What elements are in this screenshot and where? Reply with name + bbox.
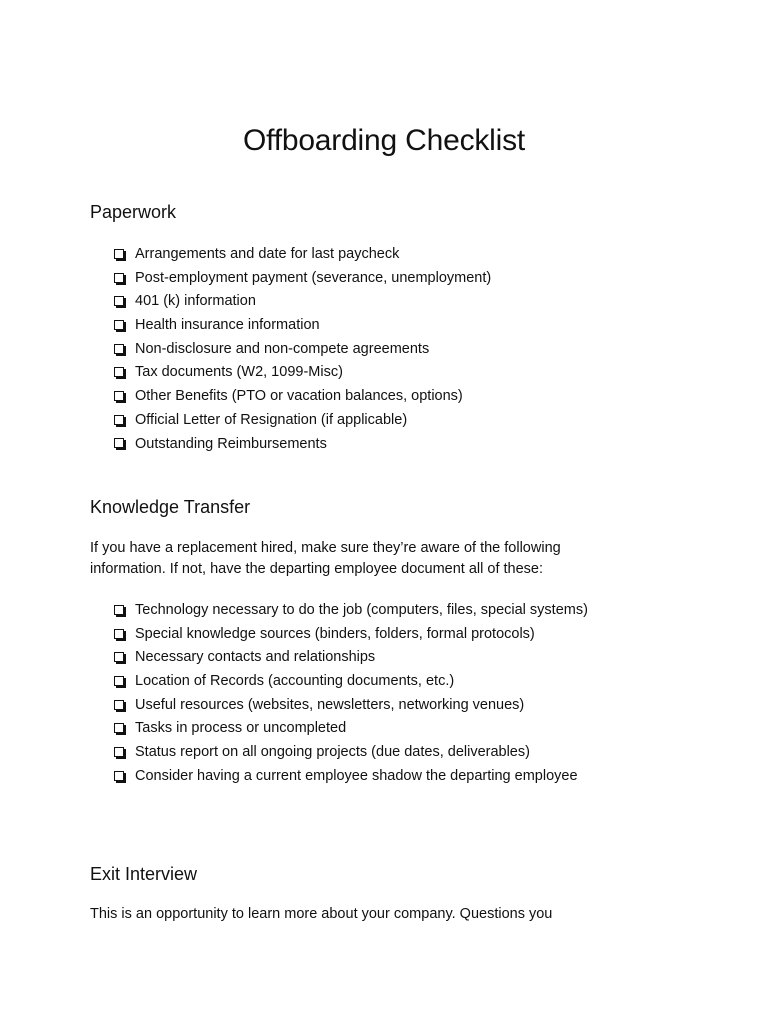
knowledge-transfer-item [112,717,588,741]
paperwork-item-label: Outstanding Reimbursements [135,435,327,452]
checkbox-icon[interactable] [114,605,124,615]
checkbox-icon[interactable] [114,747,124,757]
section-heading-exit-interview: Exit Interview [90,864,198,884]
paperwork-item-label: Official Letter of Resignation (if applicable) [135,411,408,428]
knowledge-transfer-item [112,623,588,647]
checkbox-icon[interactable] [114,438,124,448]
knowledge-transfer-item [112,599,588,623]
paperwork-item-label: Post-employment payment (severance, unemployment) [135,269,492,286]
checkbox-icon[interactable] [114,676,124,686]
paperwork-item-label: Health insurance information [135,317,320,334]
checkbox-icon[interactable] [114,344,124,354]
checkbox-icon[interactable] [114,415,124,425]
paperwork-checklist [112,243,491,456]
paperwork-item [112,267,491,291]
section-heading-paperwork: Paperwork [90,202,177,222]
knowledge-transfer-item [112,741,588,765]
knowledge-transfer-item-label: Necessary contacts and relationships [135,649,376,666]
page-title: Offboarding Checklist [242,124,526,157]
paperwork-item-label: Other Benefits (PTO or vacation balances, options) [135,388,463,405]
knowledge-transfer-item [112,670,588,694]
checkbox-icon[interactable] [114,249,124,259]
paperwork-item [112,409,491,433]
checkbox-icon[interactable] [114,273,124,283]
paperwork-item-label: Tax documents (W2, 1099-Misc) [135,364,343,381]
knowledge-transfer-item [112,694,588,718]
checkbox-icon[interactable] [114,296,124,306]
paperwork-item [112,433,491,457]
knowledge-transfer-item [112,646,588,670]
exit-interview-intro: This is an opportunity to learn more about your company. Questions you [90,906,553,922]
paperwork-item [112,338,491,362]
checkbox-icon[interactable] [114,367,124,377]
checkbox-icon[interactable] [114,771,124,781]
paperwork-item-label: Arrangements and date for last paycheck [135,246,400,262]
paperwork-item [112,243,491,267]
knowledge-transfer-item-label: Special knowledge sources (binders, folders, formal protocols) [135,625,535,642]
knowledge-transfer-item-label: Status report on all ongoing projects (due dates, deliverables) [135,744,530,761]
knowledge-transfer-item-label: Consider having a current employee shadow the departing employee [135,767,578,784]
knowledge-transfer-item-label: Technology necessary to do the job (computers, files, special systems) [135,602,588,618]
paperwork-item [112,290,491,314]
knowledge-transfer-item-label: Location of Records (accounting documents, etc.) [135,673,455,690]
knowledge-transfer-item-label: Tasks in process or uncompleted [135,720,347,737]
checkbox-icon[interactable] [114,391,124,401]
paperwork-item [112,385,491,409]
knowledge-transfer-intro: If you have a replacement hired, make sure they’re aware of the following information. If not, have the departing employee document all of these: [90,540,561,577]
checkbox-icon[interactable] [114,723,124,733]
paperwork-item-label: Non-disclosure and non-compete agreements [135,340,430,357]
section-heading-knowledge-transfer: Knowledge Transfer [90,497,251,517]
paperwork-item [112,361,491,385]
checkbox-icon[interactable] [114,320,124,330]
paperwork-item [112,314,491,338]
knowledge-transfer-item [112,765,588,789]
checkbox-icon[interactable] [114,652,124,662]
paperwork-item-label: 401 (k) information [135,293,256,310]
checkbox-icon[interactable] [114,700,124,710]
knowledge-transfer-checklist [112,599,588,789]
checkbox-icon[interactable] [114,629,124,639]
knowledge-transfer-item-label: Useful resources (websites, newsletters, networking venues) [135,696,525,713]
